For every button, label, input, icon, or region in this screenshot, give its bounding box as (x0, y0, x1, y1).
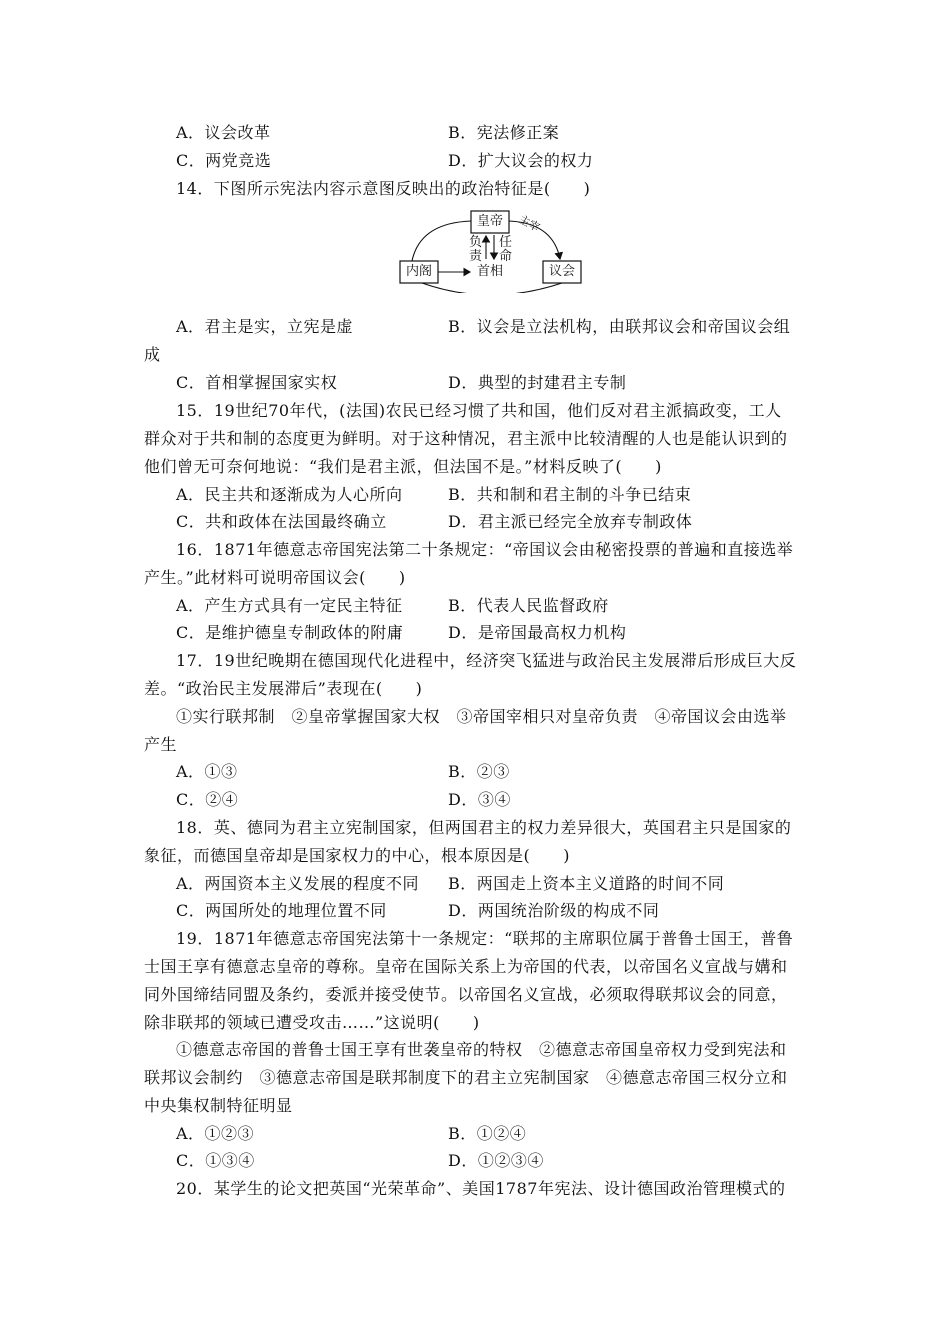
q17-line-3: ①实行联邦制 ②皇帝掌握国家大权 ③帝国宰相只对皇帝负责 ④帝国议会由选举 (176, 707, 787, 726)
q14-option-b: B．议会是立法机构，由联邦议会和帝国议会组 (448, 317, 791, 336)
emperor-label: 皇帝 (477, 214, 504, 229)
q16-option-a: A．产生方式具有一定民主特征 (176, 596, 403, 615)
q17-option-b: B．②③ (448, 762, 510, 781)
q19-line-5: ①德意志帝国的普鲁士国王享有世袭皇帝的特权 ②德意志帝国皇帝权力受到宪法和 (176, 1040, 787, 1059)
q15-option-d: D．君主派已经完全放弃专制政体 (448, 512, 693, 531)
q14-option-b-wrap: 成 (144, 345, 161, 364)
q19-line-6: 联邦议会制约 ③德意志帝国是联邦制度下的君主立宪制国家 ④德意志帝国三权分立和 (144, 1068, 788, 1087)
q16-option-b: B．代表人民监督政府 (448, 596, 609, 615)
q19-option-b: B．①②④ (448, 1124, 527, 1143)
constitution-diagram (398, 205, 586, 293)
q16-option-d: D．是帝国最高权力机构 (448, 623, 627, 642)
q19-line-2: 士国王享有德意志皇帝的尊称。皇帝在国际关系上为帝国的代表，以帝国名义宣战与媾和 (144, 957, 788, 976)
q20-line-1: 20．某学生的论文把英国“光荣革命”、美国1787年宪法、设计德国政治管理模式的 (176, 1179, 786, 1198)
appoint-char-2: 命 (499, 249, 513, 264)
responsible-char-2: 责 (469, 249, 483, 264)
q18-option-d: D．两国统治阶级的构成不同 (448, 901, 660, 920)
q13-option-c: C．两党竞选 (176, 151, 272, 170)
q19-option-c: C．①③④ (176, 1151, 255, 1170)
q17-option-d: D．③④ (448, 790, 511, 809)
dominate-label: 主宰 (516, 212, 542, 235)
q13-option-b: B．宪法修正案 (448, 123, 560, 142)
q13-option-a: A．议会改革 (176, 123, 271, 142)
q18-option-a: A．两国资本主义发展的程度不同 (176, 874, 420, 893)
q14-option-a: A．君主是实，立宪是虚 (176, 317, 354, 336)
q18-line-1: 18．英、德同为君主立宪制国家，但两国君主的权力差异很大，英国君主只是国家的 (176, 818, 792, 837)
q19-line-4: 除非联邦的领域已遭受攻击……”这说明( ) (144, 1013, 480, 1032)
q14-option-c: C．首相掌握国家实权 (176, 373, 338, 392)
q15-option-b: B．共和制和君主制的斗争已结束 (448, 485, 692, 504)
q17-line-2: 差。“政治民主发展滞后”表现在( ) (144, 679, 423, 698)
q15-option-a: A．民主共和逐渐成为人心所向 (176, 485, 403, 504)
q19-line-7: 中央集权制特征明显 (144, 1096, 293, 1115)
cabinet-emperor-arc (412, 221, 471, 261)
q18-option-b: B．两国走上资本主义道路的时间不同 (448, 874, 725, 893)
cabinet-parliament-arc (422, 283, 562, 293)
q19-option-a: A．①②③ (176, 1124, 255, 1143)
q19-option-d: D．①②③④ (448, 1151, 544, 1170)
q14-option-d: D．典型的封建君主专制 (448, 373, 627, 392)
appoint-char-1: 任 (499, 235, 513, 250)
q13-option-d: D．扩大议会的权力 (448, 151, 594, 170)
q16-line-1: 16．1871年德意志帝国宪法第二十条规定：“帝国议会由秘密投票的普遍和直接选举 (176, 540, 794, 559)
responsible-char-1: 负 (469, 235, 483, 250)
parliament-label: 议会 (549, 264, 576, 279)
q15-line-3: 他们曾无可奈何地说：“我们是君主派，但法国不是。”材料反映了( ) (144, 457, 662, 476)
q17-option-a: A．①③ (176, 762, 238, 781)
q14-stem: 14．下图所示宪法内容示意图反映出的政治特征是( ) (176, 179, 591, 198)
q18-option-c: C．两国所处的地理位置不同 (176, 901, 387, 920)
q15-line-1: 15．19世纪70年代，(法国)农民已经习惯了共和国，他们反对君主派搞政变，工人 (176, 401, 782, 420)
q17-line-4: 产生 (144, 735, 178, 754)
q17-option-c: C．②④ (176, 790, 239, 809)
chancellor-label: 首相 (477, 264, 504, 279)
q19-line-1: 19．1871年德意志帝国宪法第十一条规定：“联邦的主席职位属于普鲁士国王，普鲁 (176, 929, 794, 948)
cabinet-label: 内阁 (406, 264, 433, 279)
q17-line-1: 17．19世纪晚期在德国现代化进程中，经济突飞猛进与政治民主发展滞后形成巨大反 (176, 651, 797, 670)
q16-option-c: C．是维护德皇专制政体的附庸 (176, 623, 404, 642)
q16-line-2: 产生。”此材料可说明帝国议会( ) (144, 568, 406, 587)
q19-line-3: 同外国缔结同盟及条约，委派并接受使节。以帝国名义宣战，必须取得联邦议会的同意， (144, 985, 788, 1004)
q15-line-2: 群众对于共和制的态度更为鲜明。对于这种情况，君主派中比较清醒的人也是能认识到的 (144, 429, 788, 448)
q15-option-c: C．共和政体在法国最终确立 (176, 512, 387, 531)
q18-line-2: 象征，而德国皇帝却是国家权力的中心，根本原因是( ) (144, 846, 570, 865)
